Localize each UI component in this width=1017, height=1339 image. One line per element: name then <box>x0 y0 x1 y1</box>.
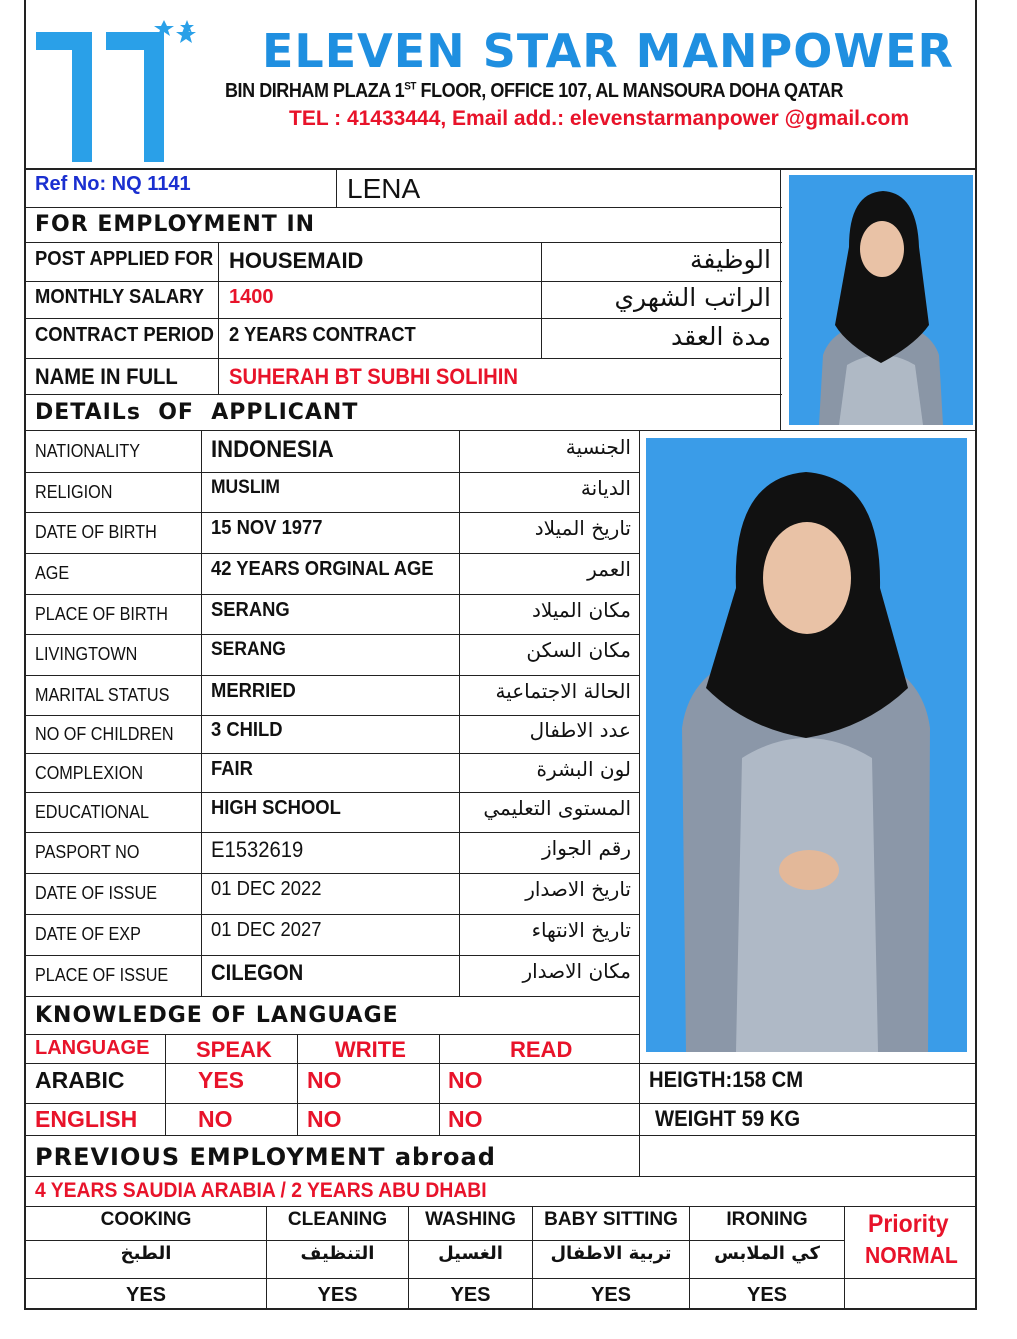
contract-value: 2 YEARS CONTRACT <box>229 324 416 346</box>
logo <box>34 20 204 165</box>
detail-value: FAIR <box>211 758 253 780</box>
detail-value: CILEGON <box>211 960 304 985</box>
detail-value: 3 CHILD <box>211 719 283 741</box>
skill-name: COOKING <box>100 1209 192 1230</box>
details-heading: DETAILs OF APPLICANT <box>35 400 359 425</box>
lang-arabic-speak: YES <box>198 1067 245 1093</box>
skill-value: YES <box>317 1284 358 1306</box>
skill-name: IRONING <box>726 1209 808 1230</box>
detail-value: 15 NOV 1977 <box>211 517 323 539</box>
detail-value: MERRIED <box>211 680 296 702</box>
employment-heading: FOR EMPLOYMENT IN <box>35 212 316 237</box>
detail-label: NATIONALITY <box>35 441 141 461</box>
lang-arabic: ARABIC <box>35 1067 125 1093</box>
detail-value: MUSLIM <box>211 477 280 498</box>
detail-value: 01 DEC 2022 <box>211 878 322 900</box>
detail-arabic: العمر <box>587 557 631 581</box>
skill-value: YES <box>746 1284 788 1306</box>
language-heading: KNOWLEDGE OF LANGUAGE <box>35 1003 399 1028</box>
detail-arabic: رقم الجواز <box>542 836 631 860</box>
short-name: LENA <box>347 173 421 204</box>
lang-arabic-read: NO <box>448 1067 483 1093</box>
height-value: HEIGTH:158 CM <box>649 1067 804 1092</box>
address-part-2: FLOOR, OFFICE 107, AL MANSOURA DOHA QATAR <box>415 80 844 102</box>
contract-label: CONTRACT PERIOD <box>35 324 214 346</box>
detail-arabic: الحالة الاجتماعية <box>495 679 631 703</box>
address-ordinal: ST <box>404 80 416 93</box>
lang-english-write: NO <box>307 1106 342 1132</box>
post-arabic: الوظيفة <box>690 245 771 274</box>
lang-english-read: NO <box>448 1106 483 1132</box>
detail-value: 42 YEARS ORGINAL AGE <box>211 558 434 580</box>
skill-arabic: الغسيل <box>438 1243 503 1264</box>
detail-arabic: تاريخ الميلاد <box>534 516 631 540</box>
detail-arabic: الجنسية <box>565 435 631 459</box>
detail-value: SERANG <box>211 639 286 660</box>
detail-arabic: مكان السكن <box>526 638 631 662</box>
skill-name: WASHING <box>425 1209 516 1230</box>
lang-arabic-write: NO <box>307 1067 342 1093</box>
address-part-1: BIN DIRHAM PLAZA 1 <box>225 80 405 102</box>
detail-arabic: الديانة <box>580 476 631 500</box>
salary-label: MONTHLY SALARY <box>35 286 205 308</box>
post-label: POST APPLIED FOR <box>35 248 214 270</box>
detail-arabic: المستوى التعليمي <box>483 796 631 820</box>
detail-arabic: عدد الاطفال <box>529 718 631 742</box>
skill-arabic: التنظيف <box>300 1243 375 1264</box>
lang-english-speak: NO <box>198 1106 233 1132</box>
eleven-logo-icon <box>34 20 204 165</box>
skill-name: CLEANING <box>287 1209 388 1230</box>
skill-value: YES <box>125 1284 167 1306</box>
skill-arabic: الطبخ <box>120 1243 172 1264</box>
detail-label: PLACE OF ISSUE <box>35 965 169 985</box>
priority-value: NORMAL <box>865 1242 958 1268</box>
detail-value: E1532619 <box>211 837 304 862</box>
detail-label: PASPORT NO <box>35 842 140 862</box>
company-address <box>225 80 843 103</box>
header <box>0 0 1017 168</box>
detail-value: SERANG <box>211 599 290 621</box>
detail-arabic: تاريخ الاصدار <box>525 877 631 901</box>
detail-value: HIGH SCHOOL <box>211 797 341 819</box>
skill-name: BABY SITTING <box>544 1209 678 1230</box>
applicant-photo-large <box>646 438 967 1052</box>
person-full-icon <box>646 438 967 1052</box>
detail-label: DATE OF BIRTH <box>35 522 157 542</box>
detail-label: COMPLEXION <box>35 763 144 783</box>
lang-english: ENGLISH <box>35 1106 138 1132</box>
salary-value: 1400 <box>229 286 274 308</box>
detail-label: MARITAL STATUS <box>35 685 170 705</box>
skill-value: YES <box>590 1284 632 1306</box>
lang-col-read: READ <box>510 1037 573 1062</box>
detail-arabic: مكان الميلاد <box>532 598 631 622</box>
lang-col-language: LANGUAGE <box>35 1037 150 1059</box>
detail-label: NO OF CHILDREN <box>35 724 174 744</box>
weight-value: WEIGHT 59 KG <box>655 1106 801 1131</box>
previous-heading-tail: abroad <box>394 1143 496 1171</box>
company-contact: TEL : 41433444, Email add.: elevenstarmanpower @gmail.com <box>289 107 910 130</box>
lang-col-speak: SPEAK <box>196 1037 272 1062</box>
salary-arabic: الراتب الشهري <box>614 283 771 312</box>
detail-label: DATE OF ISSUE <box>35 883 158 903</box>
detail-value: 01 DEC 2027 <box>211 919 322 941</box>
fullname-label: NAME IN FULL <box>35 364 178 389</box>
company-name: ELEVEN STAR MANPOWER <box>262 24 954 78</box>
detail-label: RELIGION <box>35 482 113 502</box>
fullname-value: SUHERAH BT SUBHI SOLIHIN <box>229 364 518 389</box>
detail-label: AGE <box>35 563 70 583</box>
person-portrait-icon <box>789 175 973 425</box>
detail-arabic: مكان الاصدار <box>522 959 631 983</box>
previous-heading <box>35 1143 496 1172</box>
detail-label: PLACE OF BIRTH <box>35 604 168 624</box>
applicant-photo-small <box>789 175 973 425</box>
previous-value: 4 YEARS SAUDIA ARABIA / 2 YEARS ABU DHABI <box>35 1179 487 1202</box>
ref-number: Ref No: NQ 1141 <box>35 173 191 195</box>
detail-label: EDUCATIONAL <box>35 802 150 822</box>
contract-arabic: مدة العقد <box>671 322 771 351</box>
detail-label: LIVINGTOWN <box>35 644 138 664</box>
detail-arabic: لون البشرة <box>536 757 631 781</box>
post-value: HOUSEMAID <box>229 248 364 273</box>
skill-arabic: كي الملابس <box>714 1243 820 1264</box>
detail-arabic: تاريخ الانتهاء <box>531 918 631 942</box>
lang-col-write: WRITE <box>335 1037 406 1062</box>
skill-value: YES <box>450 1284 491 1306</box>
skill-arabic: تربية الاطفال <box>550 1243 672 1264</box>
priority-label: Priority <box>868 1210 949 1238</box>
previous-heading-main: PREVIOUS EMPLOYMENT <box>35 1143 395 1171</box>
detail-label: DATE OF EXP <box>35 924 141 944</box>
detail-value: INDONESIA <box>211 436 334 463</box>
